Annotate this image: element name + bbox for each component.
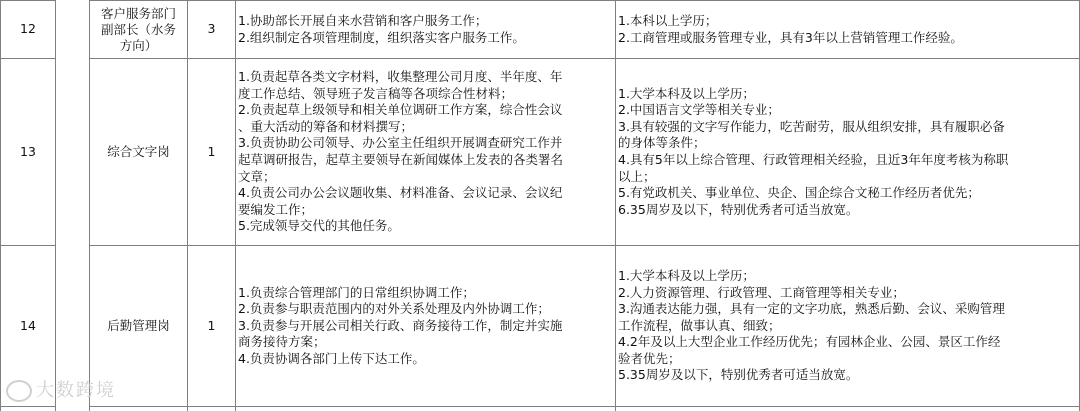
job-requirements: 1.大学本科及以上学历； 2.中国语言文学等相关专业； 3.具有较强的文字写作能力，吃苦耐劳，服从组织安排，具有履职必备 的身体等条件； 4.具有5年以上综合管理、行政管理相关经验，且近3年年度考核为称职 以上； 5.有党政机关、事业单位、央企、国企综合文秘工作经历者优先； 6.35周岁及以下，特别优秀者可适当放宽。 [616, 59, 1080, 246]
watermark-text: 大数跨境 [36, 380, 116, 401]
job-duties: 1.负责综合管理部门的日常组织协调工作； 2.负责参与职责范围内的对外关系处理及内外协调工作； 3.负责参与开展公司相关行政、商务接待工作，制定并实施 商务接待方案； 4.负责协调各部门上传下达工作。 [236, 246, 616, 407]
row-number: 13 [1, 59, 56, 246]
table-row [1, 59, 1080, 246]
department-cell [56, 1, 90, 411]
brand-logo-icon [6, 380, 32, 402]
position-title [90, 407, 188, 411]
watermark [6, 376, 116, 402]
job-requirements: 1.大学本科及以上学历； 2.人力资源管理、行政管理、工商管理等相关专业； 3.沟通表达能力强，具有一定的文字功底，熟悉后勤、会议、采购管理 工作流程，做事认真、细致； 4.2年及以上大型企业工作经历优先；有园林企业、公园、景区工作经 验者优先； 5.35周岁及以下，特别优秀者可适当放宽。 [616, 246, 1080, 407]
row-number [1, 407, 56, 411]
job-duties: 1.协助部长开展自来水营销和客户服务工作； 2.组织制定各项管理制度，组织落实客户服务工作。 [236, 1, 616, 59]
headcount [188, 407, 236, 411]
position-title: 客户服务部门 副部长（水务 方向） [90, 1, 188, 59]
headcount: 3 [188, 1, 236, 59]
row-number: 14 [1, 246, 56, 407]
table-row [1, 246, 1080, 407]
headcount: 1 [188, 246, 236, 407]
table-row [1, 1, 1080, 59]
position-title: 综合文字岗 [90, 59, 188, 246]
row-number: 12 [1, 1, 56, 59]
job-requirements: 1.本科以上学历； 2.工商管理或服务管理专业，具有3年以上营销管理工作经验。 [616, 1, 1080, 59]
position-title: 后勤管理岗 [90, 246, 188, 407]
job-requirements [616, 407, 1080, 411]
job-duties [236, 407, 616, 411]
job-duties: 1.负责起草各类文字材料，收集整理公司月度、半年度、年 度工作总结、领导班子发言稿等各项综合性材料； 2.负责起草上级领导和相关单位调研工作方案，综合性会议 、重大活动的筹备和材料撰写； 3.负责协助公司领导、办公室主任组织开展调查研究工作并 起草调研报告，起草主要领导在新闻媒体上发表的各类署名 文章； 4.负责公司办公会议题收集、材料准备、会议记录、会议纪 要编发工作； 5.完成领导交代的其他任务。 [236, 59, 616, 246]
table-row-partial [1, 407, 1080, 411]
headcount: 1 [188, 59, 236, 246]
